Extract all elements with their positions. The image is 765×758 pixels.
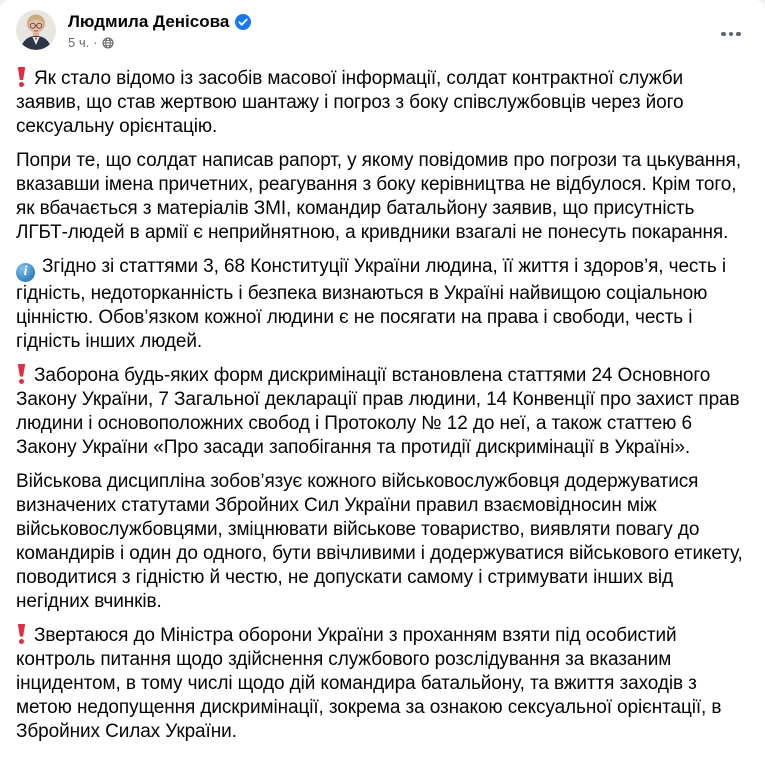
post-meta [68,35,713,51]
paragraph-text: Попри те, що солдат написав рапорт, у якому повідомив про погрози та цькування, вказавши імена причетних, реагування з боку керівництва не відбулося. Крім того, як вбачається з матеріалів ЗМІ, командир батальйону заявив, що присутність ЛГБТ-людей в армії є неприйнятною, а кривдники взагалі не понесуть покарання. [16,150,742,243]
paragraph-text: Військова дисципліна зобов’язує кожного військовослужбовця додержуватися визначених статутами Збройних Сил України правил взаємовідносин між військовослужбовцями, зміцнювати військове товариство, виявляти повагу до командирів і один до одного, бути ввічливими і додержуватися військового етикету, поводитися з гідністю й честю, не допускати самому і стримувати інших від негідних вчинків. [16,470,743,612]
post-paragraph [16,255,749,354]
paragraph-text: Заборона будь-яких форм дискримінації встановлена статтями 24 Основного Закону України, 7 Загальної декларації прав людини, 14 Конвенції про захист прав людини і основоположних свобод і Протоколу № 12 до неї, а також статтею 6 Закону України «Про засади запобігання та протидії дискримінації в Україні». [16,364,740,458]
post-paragraph [16,624,749,744]
verified-badge-icon [235,14,251,30]
globe-icon [102,37,114,49]
post-paragraph [16,67,749,139]
header-info [68,10,713,51]
post-paragraph [16,470,749,614]
post-paragraph [16,364,749,460]
post-paragraph [16,149,749,245]
post-header [16,10,749,52]
paragraph-text: Згідно зі статтями 3, 68 Конституції України людина, її життя і здоров’я, честь і гідність, недоторканність і безпека визнаються в Україні найвищою соціальною цінністю. Обов’язком кожної людини є не посягати на права і свободи, честь і гідність інших людей. [16,256,727,352]
name-row [68,11,713,32]
timestamp[interactable]: 5 ч. [68,35,90,50]
paragraph-text: Як стало відомо із засобів масової інформації, солдат контрактної служби заявив, що став жертвою шантажу і погроз з боку співслужбовців через його сексуальну орієнтацію. [16,68,684,137]
red-exclamation-icon [16,624,27,644]
post-body [16,65,749,744]
author-name[interactable]: Людмила Денісова [68,12,230,31]
red-exclamation-icon [16,364,27,384]
blue-info-icon: i [16,263,35,282]
post-menu-button[interactable] [713,16,749,52]
red-exclamation-icon [16,67,27,87]
avatar[interactable] [16,10,56,50]
ellipsis-icon [721,32,741,37]
avatar-image [16,10,56,50]
meta-separator: · [93,35,98,50]
paragraph-text: Звертаюся до Міністра оборони України з проханням взяти під особистий контроль питання щодо здійснення службового розслідування за вказаним інцидентом, в тому числі щодо дій командира батальйону, та вжиття заходів з метою недопущення дискримінації, зокрема за ознакою сексуальної орієнтації, в Збройних Силах України. [16,624,722,742]
